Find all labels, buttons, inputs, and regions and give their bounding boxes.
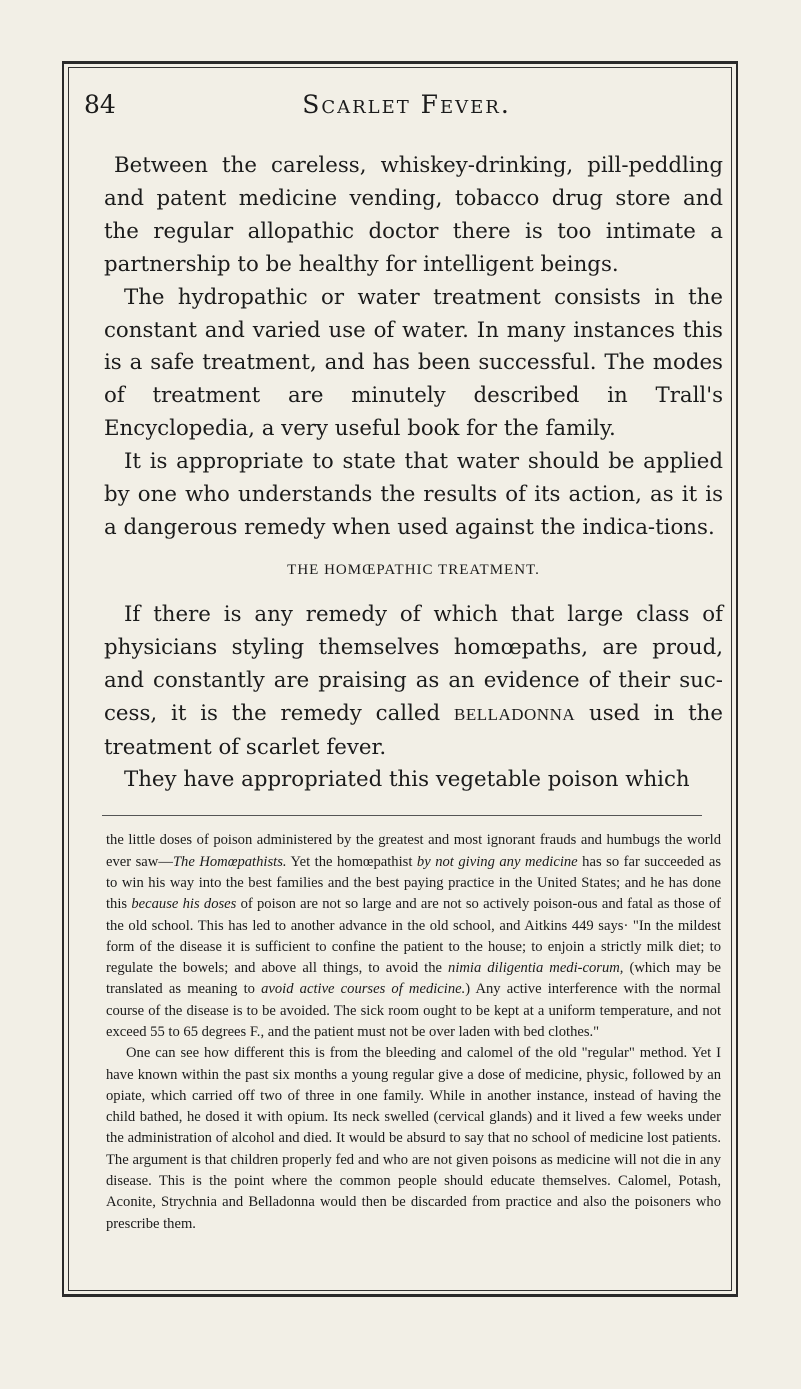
footnote-italic: by not giving any medicine — [416, 853, 578, 870]
paragraph-1: Between the careless, whiskey-drinking, pill-peddling and patent medicine vending, tobacco drug store and the regular allopathic doctor there is too intimate a partnership to be healthy for intelligent beings. — [104, 153, 723, 277]
footnote-italic: The Homœpathists. — [172, 853, 287, 870]
running-title: Scarlet Fever. — [302, 90, 511, 119]
paragraph-4-start: If there is any remedy of which that large class of physicians styling themselves homœpaths, are proud, and constantly are praising as an evidence of their suc-cess, it is the remedy called — [104, 601, 723, 726]
page-number: 84 — [84, 90, 116, 119]
footnote-text: the little doses of poison administered by the greatest and most ignorant frauds and humbugs the world ever saw— — [106, 832, 721, 870]
footnote-paragraph-2: One can see how different this is from the bleeding and calomel of the old "regular" method. Yet I have known within the past six months a young regular give a dose of medicine, physic, followed by an opiate, which carried off two of three in one family. While in another instance, instead of having the child bathed, he dosed it with opium. Its neck swelled (cervical glands) and it lived a few weeks under the administration of alcohol and died. It would be absurd to say that no school of medicine lost patients. The argument is that children properly fed and who are not given poisons as medicine will not die in any disease. This is the point where the common people should educate themselves. Calomel, Potash, Aconite, Strychnia and Belladonna would then be discarded from practice and also the poisoners who prescribe them. — [106, 1045, 721, 1232]
footnote-italic: because his doses — [131, 896, 237, 913]
page-header — [84, 84, 729, 130]
footnote-text: (which may be translated as meaning to — [106, 960, 721, 998]
footnote — [84, 830, 729, 1235]
footnote-text: has so far succeeded as to win his way into the best families and the best paying practice in the United States; and he has done this — [106, 853, 722, 913]
paragraph-3: It is appropriate to state that water should be applied by one who understands the results of its action, as it is a dangerous remedy when used against the indica-tions. — [104, 449, 723, 540]
paragraph-2: The hydropathic or water treatment consists in the constant and varied use of water. In many instances this is a safe treatment, and has been successful. The modes of treatment are minutely described in Trall's Encyclopedia, a very useful book for the family. — [104, 284, 723, 442]
paragraph-5: They have appropriated this vegetable poison which — [124, 767, 690, 793]
paragraph-4 — [104, 599, 723, 765]
paragraph-4-end: used in the treatment of scarlet fever. — [104, 700, 723, 760]
footnote-paragraph-1 — [106, 830, 721, 1043]
footnote-divider — [102, 815, 702, 816]
footnote-text: ) Any active interference with the normal course of the disease is to be avoided. The sick room ought to be kept at a uniform temperature, and not exceed 55 to 65 degrees F., and the patient must not be over laden with bed clothes." — [106, 981, 721, 1040]
page-content — [84, 84, 729, 1235]
footnote-text: of poison are not so large and are not so actively poison-ous and fatal as those of the old school. This has led to another advance in the old school, and Aitkins 449 says· "In the mildest form of the disease it is sufficient to confine the patient to the house; to enjoin a strictly milk diet; to regulate the bowels; and above all things, to avoid the — [106, 896, 721, 977]
section-heading: THE HOMŒPATHIC TREATMENT. — [287, 561, 540, 578]
footnote-text: Yet the homœpathist — [286, 853, 417, 870]
footnote-italic: nimia diligentia medi-corum, — [448, 960, 624, 977]
belladonna-term: BELLADONNA — [453, 704, 576, 724]
body-text — [84, 150, 729, 797]
footnote-italic: avoid active courses of medicine. — [261, 981, 466, 998]
